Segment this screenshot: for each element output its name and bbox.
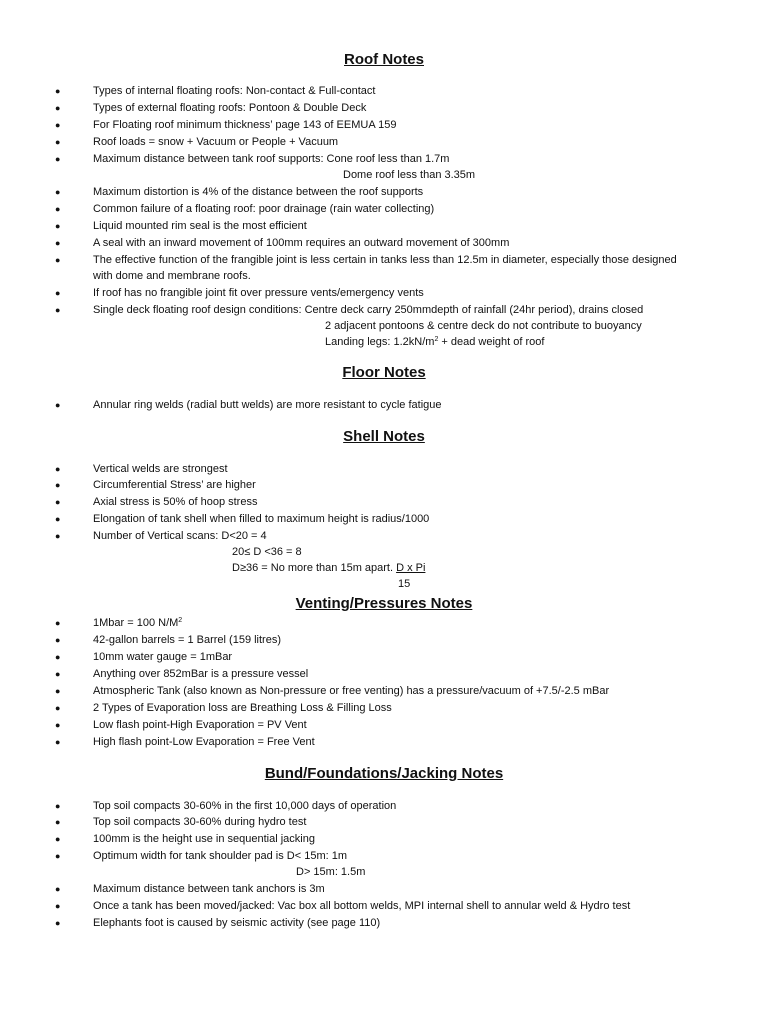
bullet-icon: ● xyxy=(55,400,61,410)
bullet-icon: ● xyxy=(55,154,61,164)
bullet-icon: ● xyxy=(55,851,61,861)
bullet-icon: ● xyxy=(55,834,61,844)
bullet-icon: ● xyxy=(55,137,61,147)
list-item: ● Vertical welds are strongest xyxy=(0,461,768,478)
bullet-icon: ● xyxy=(55,514,61,524)
list-item: ● 10mm water gauge = 1mBar xyxy=(0,649,768,666)
bullet-icon: ● xyxy=(55,221,61,231)
list-item: ● High flash point-Low Evaporation = Free Vent xyxy=(0,734,768,751)
bullet-icon: ● xyxy=(55,255,61,265)
bullet-icon: ● xyxy=(55,817,61,827)
bullet-icon: ● xyxy=(55,497,61,507)
bullet-icon: ● xyxy=(55,901,61,911)
bullet-icon: ● xyxy=(55,618,61,628)
bullet-icon: ● xyxy=(55,238,61,248)
list-item: ● 42-gallon barrels = 1 Barrel (159 litres) xyxy=(0,632,768,649)
bullet-icon: ● xyxy=(55,305,61,315)
bullet-icon: ● xyxy=(55,635,61,645)
list-item: ● Optimum width for tank shoulder pad is D< 15m: 1m xyxy=(0,848,768,865)
list-item: ● If roof has no frangible joint fit over pressure vents/emergency vents xyxy=(0,285,768,302)
list-item-continuation: Landing legs: $1.2kN/m^2$ + dead weight of roof xyxy=(325,336,545,348)
bund-notes-heading: Bund/Foundations/Jacking Notes xyxy=(264,765,504,782)
bullet-icon: ● xyxy=(55,652,61,662)
list-item: ● Elephants foot is caused by seismic activity (see page 110) xyxy=(0,915,768,932)
bullet-icon: ● xyxy=(55,480,61,490)
bullet-icon: ● xyxy=(55,187,61,197)
list-item: ● Axial stress is 50% of hoop stress xyxy=(0,494,768,511)
shell-notes-heading: Shell Notes xyxy=(343,428,425,445)
list-item-continuation: D> 15m: 1.5m xyxy=(296,866,366,878)
list-item: ● Number of Vertical scans: D<20 = 4 xyxy=(0,528,768,545)
list-item-continuation: D≥36 = No more than 15m apart. D x Pi xyxy=(232,562,426,574)
list-item-continuation: with dome and membrane roofs. xyxy=(93,270,251,282)
bullet-icon: ● xyxy=(55,103,61,113)
list-item: ● Liquid mounted rim seal is the most efficient xyxy=(0,218,768,235)
list-item: ● Types of external floating roofs: Pontoon & Double Deck xyxy=(0,100,768,117)
list-item: ● 100mm is the height use in sequential jacking xyxy=(0,831,768,848)
list-item: ● Top soil compacts 30-60% during hydro test xyxy=(0,814,768,831)
list-item: ● 2 Types of Evaporation loss are Breathing Loss & Filling Loss xyxy=(0,700,768,717)
list-item: ● Maximum distance between tank roof supports: Cone roof less than 1.7m xyxy=(0,151,768,168)
bullet-icon: ● xyxy=(55,686,61,696)
list-item: ● Top soil compacts 30-60% in the first 10,000 days of operation xyxy=(0,798,768,815)
bullet-icon: ● xyxy=(55,720,61,730)
bullet-icon: ● xyxy=(55,464,61,474)
bullet-icon: ● xyxy=(55,120,61,130)
bullet-icon: ● xyxy=(55,918,61,928)
list-item: ● Anything over 852mBar is a pressure vessel xyxy=(0,666,768,683)
list-item: ● Roof loads = snow + Vacuum or People + Vacuum xyxy=(0,134,768,151)
list-item: ● Annular ring welds (radial butt welds) are more resistant to cycle fatigue xyxy=(0,397,768,414)
bullet-icon: ● xyxy=(55,737,61,747)
bullet-icon: ● xyxy=(55,531,61,541)
bullet-icon: ● xyxy=(55,288,61,298)
bullet-icon: ● xyxy=(55,884,61,894)
bullet-icon: ● xyxy=(55,801,61,811)
list-item-continuation: 20≤ D <36 = 8 xyxy=(232,546,302,558)
list-item: ● A seal with an inward movement of 100mm requires an outward movement of 300mm xyxy=(0,235,768,252)
list-item: ● The effective function of the frangible joint is less certain in tanks less than 12.5m in diameter, especially those designed xyxy=(0,252,768,269)
list-item: ● Single deck floating roof design conditions: Centre deck carry 250mmdepth of rainfall (24hr period), drains closed xyxy=(0,302,768,319)
list-item: ● Once a tank has been moved/jacked: Vac box all bottom welds, MPI internal shell to annular weld & Hydro test xyxy=(0,898,768,915)
list-item: ● Elongation of tank shell when filled to maximum height is radius/1000 xyxy=(0,511,768,528)
list-item: ● Maximum distance between tank anchors is 3m xyxy=(0,881,768,898)
list-item: ● Atmospheric Tank (also known as Non-pressure or free venting) has a pressure/vacuum of +7.5/-2.5 mBar xyxy=(0,683,768,700)
bullet-icon: ● xyxy=(55,669,61,679)
floor-notes-heading: Floor Notes xyxy=(342,364,426,381)
bullet-icon: ● xyxy=(55,86,61,96)
bullet-icon: ● xyxy=(55,703,61,713)
list-item-continuation: 2 adjacent pontoons & centre deck do not contribute to buoyancy xyxy=(325,320,642,332)
list-item: ● Circumferential Stress’ are higher xyxy=(0,477,768,494)
list-item: ● Types of internal floating roofs: Non-contact & Full-contact xyxy=(0,83,768,100)
list-item: ● Common failure of a floating roof: poor drainage (rain water collecting) xyxy=(0,201,768,218)
list-item: ● Maximum distortion is 4% of the distance between the roof supports xyxy=(0,184,768,201)
list-item: ● For Floating roof minimum thickness’ page 143 of EEMUA 159 xyxy=(0,117,768,134)
list-item: ● Low flash point-High Evaporation = PV Vent xyxy=(0,717,768,734)
venting-notes-heading: Venting/Pressures Notes xyxy=(295,595,473,612)
fraction-denominator: 15 xyxy=(398,578,411,590)
roof-notes-heading: Roof Notes xyxy=(344,51,424,68)
bullet-icon: ● xyxy=(55,204,61,214)
list-item: ● 1Mbar = 100 $N/M^2$ xyxy=(0,615,768,632)
list-item-continuation: Dome roof less than 3.35m xyxy=(343,169,476,181)
